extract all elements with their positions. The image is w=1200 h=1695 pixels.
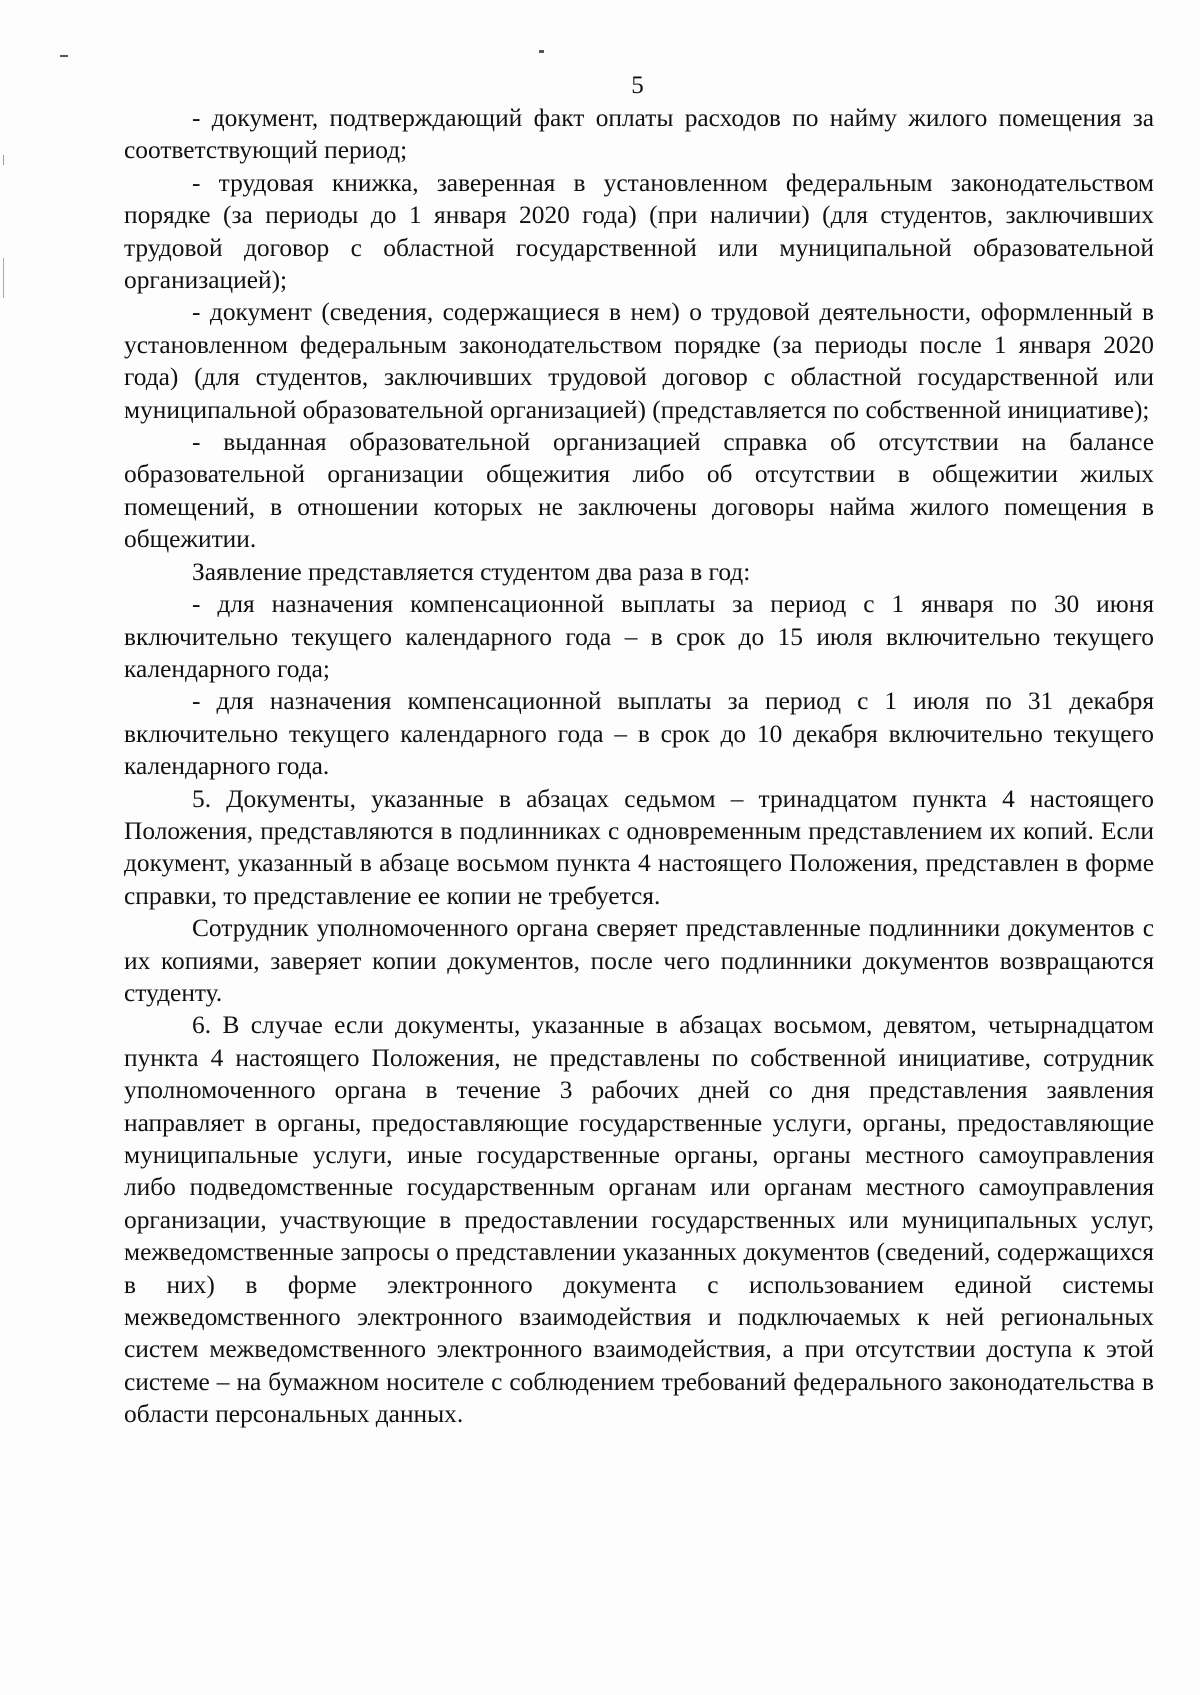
- scan-artifact-edge: [3, 258, 4, 298]
- document-body: [124, 102, 1154, 1431]
- scan-artifact-dot: [539, 50, 544, 53]
- paragraph-labor-activity: - документ (сведения, содержащиеся в нем) о трудовой деятельности, оформленный в установленном федеральным законодательством порядке (за периоды после 1 января 2020 года) (для студентов, заключивших трудовой договор с областной государственной или муниципальной образовательной организацией) (представляется по собственной инициативе);: [124, 298, 1154, 424]
- paragraph-rent-payment: - документ, подтверждающий факт оплаты расходов по найму жилого помещения за соответствующий период;: [124, 104, 1154, 165]
- paragraph-clause-6: 6. В случае если документы, указанные в абзацах восьмом, девятом, четырнадцатом пункта 4 настоящего Положения, не представлены по собственной инициативе, сотрудник уполномоченного органа в течение 3 рабочих дней со дня представления заявления направляет в органы, предоставляющие государственные услуги, органы, предоставляющие муниципальные услуги, иные государственные органы, органы местного самоуправления либо подведомственные государственным органам или органам местного самоуправления организации, участвующие в предоставлении государственных или муниципальных услуг, межведомственные запросы о представлении указанных документов (сведений, содержащихся в них) в форме электронного документа с использованием единой системы межведомственного электронного взаимодействия и подключаемых к ней региональных систем межведомственного электронного взаимодействия, а при отсутствии доступа к этой системе – на бумажном носителе с соблюдением требований федерального законодательства в области персональных данных.: [124, 1011, 1154, 1429]
- scan-artifact-tick: [3, 155, 4, 165]
- paragraph-employee-verifies: Сотрудник уполномоченного органа сверяет представленные подлинники документов с их копиями, заверяет копии документов, после чего подлинники документов возвращаются студенту.: [124, 914, 1154, 1007]
- paragraph-first-half-year: - для назначения компенсационной выплаты за период с 1 января по 30 июня включительно текущего календарного года – в срок до 15 июля включительно текущего календарного года;: [124, 590, 1154, 683]
- paragraph-second-half-year: - для назначения компенсационной выплаты за период с 1 июля по 31 декабря включительно текущего календарного года – в срок до 10 декабря включительно текущего календарного года.: [124, 687, 1154, 781]
- paragraph-clause-5: 5. Документы, указанные в абзацах седьмом – тринадцатом пункта 4 настоящего Положения, представляются в подлинниках с одновременным представлением их копий. Если документ, указанный в абзаце восьмом пункта 4 настоящего Положения, представлен в форме справки, то представление ее копии не требуется.: [124, 784, 1154, 910]
- page-number: 5: [631, 72, 644, 99]
- paragraph-application-twice: Заявление представляется студентом два раза в год:: [192, 557, 751, 586]
- paragraph-work-book: - трудовая книжка, заверенная в установленном федеральным законодательством порядке (за периоды до 1 января 2020 года) (при наличии) (для студентов, заключивших трудовой договор с областной государственной или муниципальной образовательной организацией);: [124, 168, 1154, 295]
- paragraph-dormitory-certificate: - выданная образовательной организацией справка об отсутствии на балансе образовательной организации общежития либо об отсутствии в общежитии жилых помещений, в отношении которых не заключены договоры найма жилого помещения в общежитии.: [124, 428, 1154, 554]
- scan-artifact-dash: [60, 55, 68, 57]
